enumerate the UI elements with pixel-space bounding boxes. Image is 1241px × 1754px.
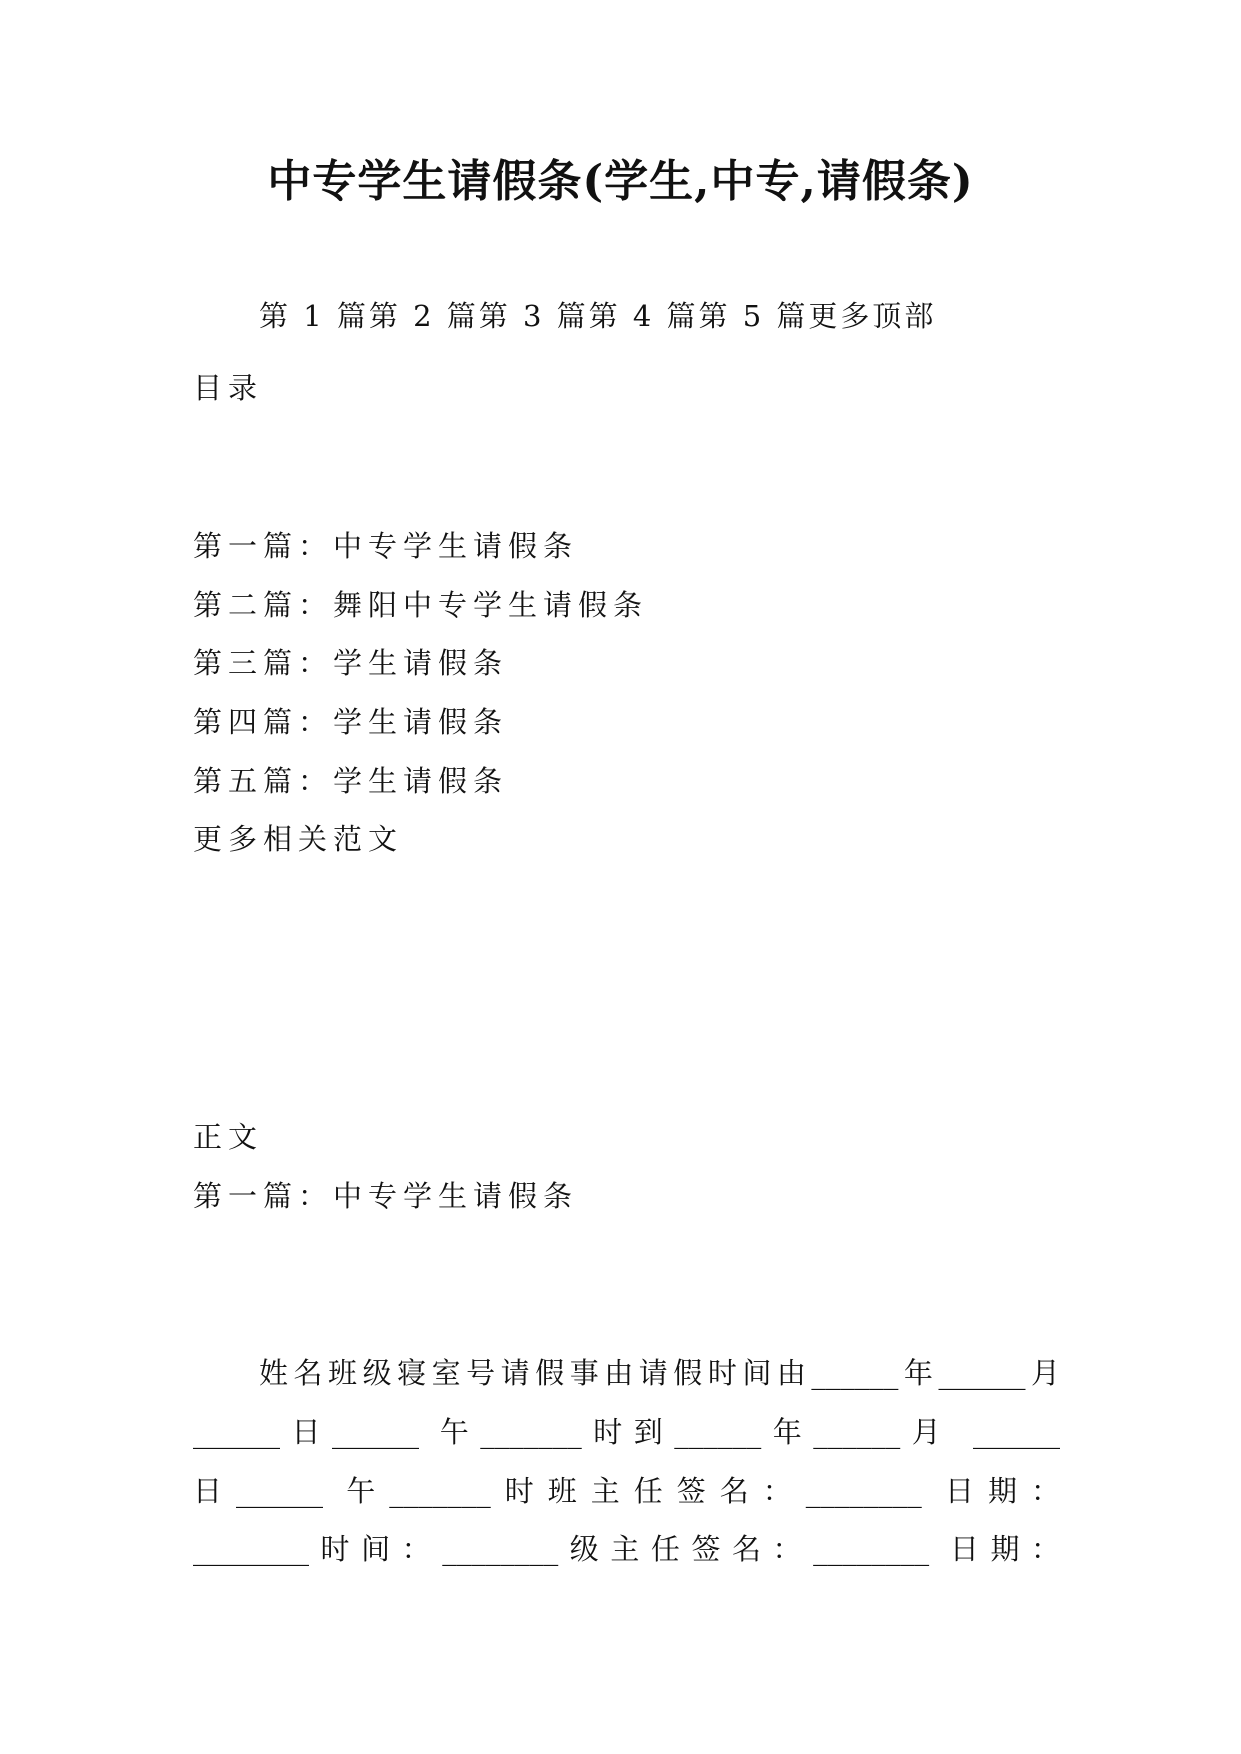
toc-item-5: 第五篇：学生请假条 xyxy=(193,764,509,798)
form-line-2: ______日______ 午_______时到______年______月 ______ xyxy=(193,1415,1060,1449)
toc-heading: 目录 xyxy=(193,371,264,405)
toc-item-4: 第四篇：学生请假条 xyxy=(193,705,509,739)
toc-item-1: 第一篇：中专学生请假条 xyxy=(193,529,579,563)
form-line-3: 日______ 午_______时班主任签名：________ 日期： xyxy=(193,1474,1060,1508)
toc-item-3: 第三篇：学生请假条 xyxy=(193,646,509,680)
body-heading: 正文 xyxy=(193,1120,264,1154)
document-title: 中专学生请假条(学生,中专,请假条) xyxy=(267,156,974,207)
form-line-4: ________时间：________级主任签名：________ 日期： xyxy=(193,1532,1060,1566)
toc-item-more: 更多相关范文 xyxy=(193,822,404,856)
chapter-navigation: 第 1 篇第 2 篇第 3 篇第 4 篇第 5 篇更多顶部 xyxy=(259,299,937,333)
toc-item-2: 第二篇：舞阳中专学生请假条 xyxy=(193,588,649,622)
section-heading: 第一篇：中专学生请假条 xyxy=(193,1179,579,1213)
form-line-1: 姓名班级寝室号请假事由请假时间由______年______月 xyxy=(259,1356,1060,1390)
